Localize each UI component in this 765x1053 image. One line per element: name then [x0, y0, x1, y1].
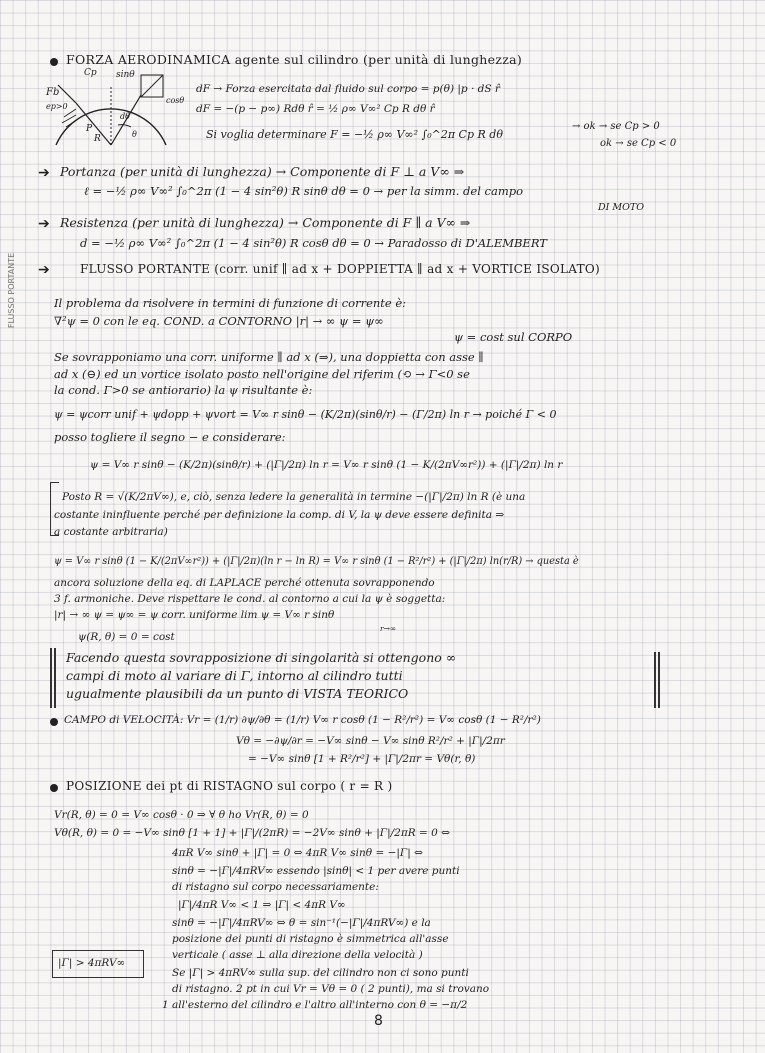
fig-label-p: P [86, 124, 93, 134]
angle-arc [118, 125, 131, 127]
bullet [50, 718, 58, 726]
ristagno-l10: Se |Γ| > 4πRV∞ sulla sup. del cilindro non ci sono punti [172, 967, 469, 979]
flusso-e3: ψ = V∞ r sinθ − (K/2π)(sinθ/r) + (|Γ|/2π) ln r = V∞ r sinθ (1 − K/(2πV∞r²)) + (|Γ|/2π) ln r [90, 459, 563, 471]
box-bar-left [50, 648, 52, 708]
arrow-icon: ➔ [38, 216, 50, 232]
box-bar-right-2 [658, 652, 660, 708]
box-l2: campi di moto al variare di Γ, intorno al cilindro tutti [66, 668, 403, 683]
cylinder-diagram [46, 65, 185, 165]
campo-l2: Vθ = −∂ψ/∂r = −V∞ sinθ − V∞ sinθ R²/r² + |Γ|/2πr [236, 735, 505, 747]
ristagno-l4: sinθ = −|Γ|/4πRV∞ essendo |sinθ| < 1 per avere punti [172, 865, 460, 877]
flusso-f1: ψ = V∞ r sinθ (1 − K/(2πV∞r²)) + (|Γ|/2π)(ln r − ln R) = V∞ r sinθ (1 − R²/r²) + (|Γ|/2π) ln(r/R) → questa è [54, 556, 579, 567]
flusso-p4: Se sovrapponiamo una corr. uniforme ∥ ad x (⇒), una doppietta con asse ∥ [54, 350, 484, 364]
margin-note: FLUSSO PORTANTE [7, 252, 17, 329]
flusso-b1: Posto R = √(K/2πV∞), e, ciò, senza ledere la generalità in termine −(|Γ|/2π) ln R (è una [62, 491, 526, 503]
flusso-e1: ψ = ψcorr unif + ψdopp + ψvort = V∞ r sinθ − (K/2π)(sinθ/r) − (Γ/2π) ln r → poiché Γ < 0 [54, 408, 557, 421]
fig-label-r: R [94, 134, 101, 144]
flusso-p3: ψ = cost sul CORPO [454, 330, 573, 344]
ristagno-l12: 1 all'esterno del cilindro e l'altro all'interno con θ = −π/2 [162, 999, 468, 1011]
box-bar-left-2 [54, 648, 56, 708]
flusso-f5: ψ(R, θ) = 0 = cost [78, 631, 175, 643]
section-title-forza: FORZA AERODINAMICA agente sul cilindro (per unità di lunghezza) [66, 52, 523, 67]
box-l3: ugualmente plausibili da un punto di VISTA TEORICO [66, 686, 409, 701]
portanza-l2: ℓ = −½ ρ∞ V∞² ∫₀^2π (1 − 4 sin²θ) R sinθ dθ = 0 → per la simm. del campo [84, 184, 524, 198]
flusso-p1: Il problema da risolvere in termini di funzione di corrente è: [54, 296, 407, 310]
forza-eq1: dF → Forza esercitata dal fluido sul corpo = p(θ) |p · dS r̂ [196, 83, 500, 95]
flusso-f3: 3 f. armoniche. Deve rispettare le cond. al contorno a cui la ψ è soggetta: [54, 593, 446, 605]
flusso-title: FLUSSO PORTANTE (corr. unif ∥ ad x + DOPPIETTA ∥ ad x + VORTICE ISOLATO) [80, 262, 601, 276]
flusso-p6: la cond. Γ>0 se antiorario) la ψ risultante è: [54, 383, 313, 397]
dot-hatch [62, 109, 78, 127]
fig-label-cp: Cp [84, 68, 97, 78]
ristagno-title: POSIZIONE dei pt di RISTAGNO sul corpo ( r = R ) [66, 779, 393, 793]
forza-note2: ok → se Cp < 0 [600, 138, 677, 149]
fig-label-cos: cosθ [166, 96, 185, 105]
campo-l1: CAMPO di VELOCITÀ: Vr = (1/r) ∂ψ/∂θ = (1/r) V∞ r cosθ (1 − R²/r²) = V∞ cosθ (1 − R²/r²) [64, 714, 541, 726]
forza-eq2: dF = −(p − p∞) Rdθ r̂ = ½ ρ∞ V∞² Cp R dθ r̂ [196, 103, 435, 115]
ristagno-l6: |Γ|/4πR V∞ < 1 ⇒ |Γ| < 4πR V∞ [178, 899, 346, 911]
ristagno-l2: Vθ(R, θ) = 0 = −V∞ sinθ [1 + 1] + |Γ|/(2πR) = −2V∞ sinθ + |Γ|/2πR = 0 ⇔ [54, 827, 450, 839]
forza-note1: → ok → se Cp > 0 [572, 121, 660, 132]
fig-label-fb: Fb [46, 87, 60, 98]
ristagno-l1: Vr(R, θ) = 0 = V∞ cosθ · 0 ⇒ ∀ θ ho Vr(R, θ) = 0 [54, 809, 309, 821]
flusso-f2: ancora soluzione della eq. di LAPLACE perché ottenuta sovrapponendo [54, 577, 435, 589]
flusso-p5: ad x (⊖) ed un vortice isolato posto nell'origine del riferim (⟲ → Γ<0 se [54, 367, 470, 381]
portanza-l3: DI MOTO [598, 202, 645, 213]
bullet [50, 58, 58, 66]
fig-label-dtheta: dθ [120, 112, 130, 121]
ristagno-l5: di ristagno sul corpo necessariamente: [172, 881, 379, 893]
ristagno-l9: verticale ( asse ⊥ alla direzione della velocità ) [172, 949, 423, 961]
flusso-p2: ∇²ψ = 0 con le eq. COND. a CONTORNO |r| → ∞ ψ = ψ∞ [54, 314, 384, 328]
flusso-f4: |r| → ∞ ψ = ψ∞ = ψ corr. uniforme lim ψ = V∞ r sinθ [54, 609, 335, 621]
ristagno-l8: posizione dei punti di ristagno è simmetrica all'asse [172, 933, 449, 945]
arrow-icon: ➔ [38, 165, 50, 181]
forza-eq3: Si voglia determinare F = −½ ρ∞ V∞² ∫₀^2π Cp R dθ [206, 128, 503, 141]
normal-line [58, 85, 76, 103]
flusso-e2: posso togliere il segno − e considerare: [54, 430, 286, 444]
component-diag [141, 75, 163, 97]
flusso-b3: a costante arbitraria) [54, 526, 168, 538]
fig-label-ep: ep>0 [46, 102, 68, 111]
arrow-icon: ➔ [38, 262, 50, 278]
resistenza-l2: d = −½ ρ∞ V∞² ∫₀^2π (1 − 4 sin²θ) R cosθ dθ = 0 → Paradosso di D'ALEMBERT [80, 236, 547, 250]
fig-label-sin: sinθ [116, 70, 135, 80]
portanza-l1: Portanza (per unità di lunghezza) → Componente di F ⊥ a V∞ ⇒ [60, 164, 465, 179]
box-l1: Facendo questa sovrapposizione di singolarità si ottengono ∞ [66, 650, 457, 665]
ristagno-side: |Γ| > 4πRV∞ [58, 957, 126, 969]
campo-l3: = −V∞ sinθ [1 + R²/r²] + |Γ|/2πr = Vθ(r, θ) [248, 753, 476, 765]
page-number: 8 [374, 1013, 383, 1029]
resistenza-l1: Resistenza (per unità di lunghezza) → Componente di F ∥ a V∞ ⇒ [60, 215, 471, 230]
fig-label-theta: θ [132, 130, 137, 139]
flusso-f4b: r→∞ [380, 624, 397, 633]
box-bar-right [654, 652, 656, 708]
bullet [50, 784, 58, 792]
ristagno-l11: di ristagno. 2 pt in cui Vr = Vθ = 0 ( 2 punti), ma si trovano [172, 983, 490, 995]
ristagno-l7: sinθ = −|Γ|/4πRV∞ ⇔ θ = sin⁻¹(−|Γ|/4πRV∞) e la [172, 917, 431, 929]
ristagno-l3: 4πR V∞ sinθ + |Γ| = 0 ⇔ 4πR V∞ sinθ = −|Γ| ⇔ [172, 847, 423, 859]
flusso-b2: costante ininfluente perché per definizione la comp. di V, la ψ deve essere definita ⇒ [54, 509, 505, 521]
